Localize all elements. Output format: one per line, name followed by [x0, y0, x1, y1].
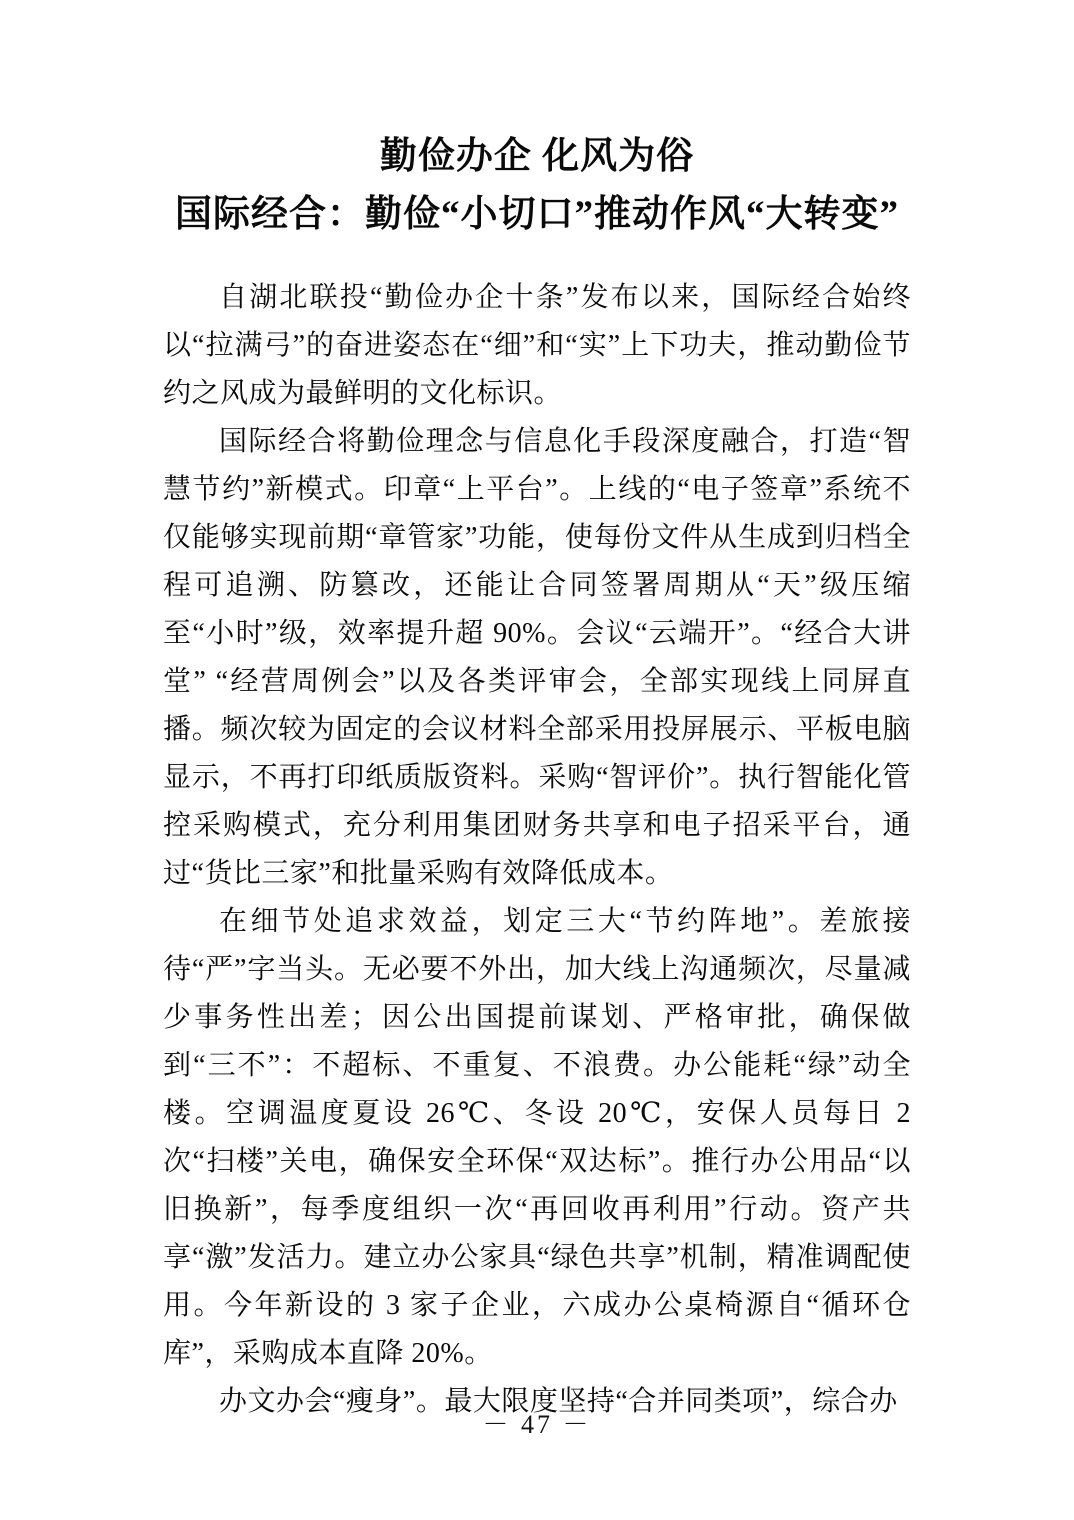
document-content	[163, 128, 911, 1426]
document-body	[163, 274, 911, 1426]
document-title-line-2: 国际经合：勤俭“小切口”推动作风“大转变”	[175, 194, 899, 235]
body-paragraph: 国际经合将勤俭理念与信息化手段深度融合，打造“智慧节约”新模式。印章“上平台”。上线的“电子签章”系统不仅能够实现前期“章管家”功能，使每份文件从生成到归档全程可追溯、防篡改，还能让合同签署周期从“天”级压缩至“小时”级，效率提升超 90%。会议“云端开”。“经合大讲堂” “经营周例会”以及各类评审会，全部实现线上同屏直播。频次较为固定的会议材料全部采用投屏展示、平板电脑显示，不再打印纸质版资料。采购“智评价”。执行智能化管控采购模式，充分利用集团财务共享和电子招采平台，通过“货比三家”和批量采购有效降低成本。	[163, 426, 911, 889]
body-paragraph: 在细节处追求效益，划定三大“节约阵地”。差旅接待“严”字当头。无必要不外出，加大线上沟通频次，尽量减少事务性出差；因公出国提前谋划、严格审批，确保做到“三不”：不超标、不重复、不浪费。办公能耗“绿”动全楼。空调温度夏设 26℃、冬设 20℃，安保人员每日 2 次“扫楼”关电，确保安全环保“双达标”。推行办公用品“以旧换新”，每季度组织一次“再回收再利用”行动。资产共享“激”发活力。建立办公家具“绿色共享”机制，精准调配使用。今年新设的 3 家子企业，六成办公桌椅源自“循环仓库”，采购成本直降 20%。	[163, 906, 911, 1369]
document-title-line-1: 勤俭办企 化风为俗	[379, 136, 695, 177]
page-number: － 47 －	[482, 1410, 592, 1439]
body-paragraph: 办文办会“瘦身”。最大限度坚持“合并同类项”，综合办	[219, 1386, 898, 1417]
body-paragraph: 自湖北联投“勤俭办企十条”发布以来，国际经合始终以“拉满弓”的奋进姿态在“细”和“实”上下功夫，推动勤俭节约之风成为最鲜明的文化标识。	[163, 282, 911, 409]
